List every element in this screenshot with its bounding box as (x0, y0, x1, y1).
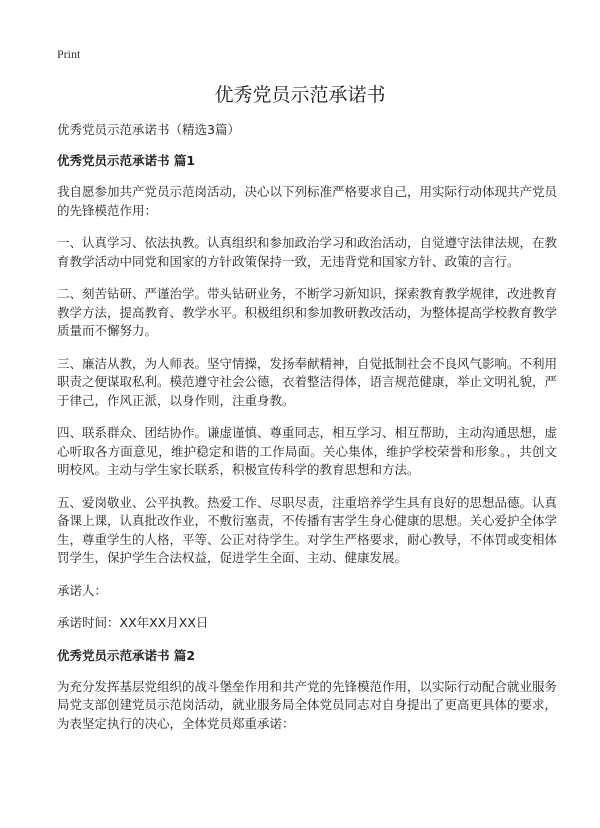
commitment-date: 承诺时间：XX年XX月XX日 (57, 615, 209, 630)
section1-paragraph-intro: 我自愿参加共产党员示范岗活动，决心以下列标准严格要求自己，用实际行动体现共产党员的先锋模范作用： (57, 184, 558, 218)
section1-paragraph-3: 三、廉洁从教，为人师表。坚守情操，发扬奉献精神，自觉抵制社会不良风气影响。不利用职责之便谋取私利。模范遵守社会公德，衣着整洁得体，语言规范健康，举止文明礼貌，严于律己，作风正派，以身作则，注重身教。 (57, 355, 558, 408)
section1-paragraph-1: 一、认真学习、依法执教。认真组织和参加政治学习和政治活动，自觉遵守法律法规，在教育教学活动中同党和国家的方针政策保持一致，无违背党和国家方针、政策的言行。 (57, 235, 558, 269)
section-heading-2: 优秀党员示范承诺书 篇2 (57, 647, 196, 663)
page-title: 优秀党员示范承诺书 (214, 84, 386, 106)
section1-paragraph-2: 二、刻苦钻研、严谨治学。带头钻研业务，不断学习新知识，探索教育教学规律，改进教育教学方法，提高教育、教学水平。积极组织和参加教研教改活动，为整体提高学校教育教学质量而不懈努力。 (57, 286, 558, 338)
signatory-label: 承诺人： (57, 582, 108, 598)
print-link[interactable]: Print (57, 47, 81, 61)
section1-paragraph-4: 四、联系群众、团结协作。谦虚谨慎、尊重同志，相互学习、相互帮助，主动沟通思想，虚心听取各方面意见，维护稳定和谐的工作局面。关心集体，维护学校荣誉和形象。，共创文明校风。主动与学生家长联系，积极宣传科学的教育思想和方法。 (57, 425, 558, 477)
section1-paragraph-5: 五、爱岗敬业、公平执教。热爱工作、尽职尽责，注重培养学生具有良好的思想品德。认真备课上课，认真批改作业，不敷衍塞责，不传播有害学生身心健康的思想。关心爱护全体学生，尊重学生的人格，平等、公正对待学生。对学生严格要求，耐心教导，不体罚或变相体罚学生，保护学生合法权益，促进学生全面、主动、健康发展。 (57, 494, 558, 565)
section-heading-1: 优秀党员示范承诺书 篇1 (57, 153, 196, 168)
section2-paragraph-intro: 为充分发挥基层党组织的战斗堡垒作用和共产党的先锋模范作用，以实际行动配合就业服务局党支部创建党员示范岗活动，就业服务局全体党员同志对自身提出了更高更具体的要求，为表坚定执行的决心，全体党员郑重承诺： (57, 678, 558, 731)
document-subtitle: 优秀党员示范承诺书（精选3篇） (57, 122, 240, 137)
document-body (57, 121, 557, 747)
